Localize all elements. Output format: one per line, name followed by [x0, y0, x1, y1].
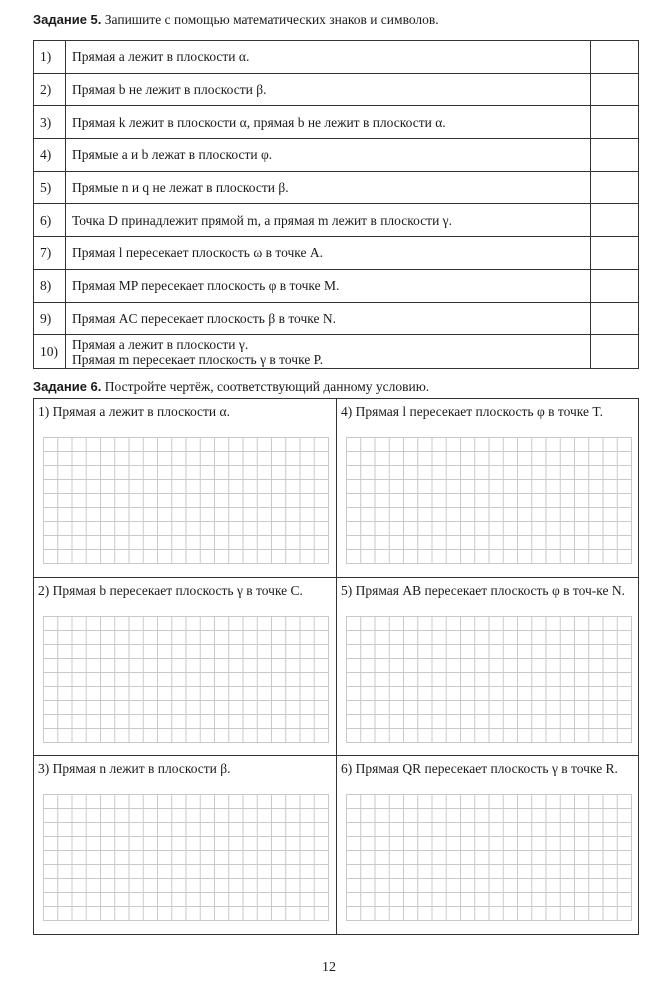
- drawing-cell-1: [34, 399, 336, 577]
- table-row: [34, 171, 639, 204]
- answer-cell[interactable]: [591, 139, 639, 172]
- task5-heading: [33, 12, 439, 28]
- answer-cell[interactable]: [591, 171, 639, 204]
- row-statement: Прямые n и q не лежат в плоскости β.: [66, 171, 591, 204]
- task6-drawing-table: [33, 398, 639, 935]
- drawing-cell-5: [336, 577, 638, 755]
- drawing-cell-text: 5) Прямая AB пересекает плоскость φ в точ-ке N.: [341, 583, 626, 598]
- table-row: [34, 73, 639, 106]
- table-row: [34, 204, 639, 237]
- row-number: 1): [34, 41, 66, 74]
- table-row: [34, 237, 639, 270]
- row-statement: Прямая MP пересекает плоскость φ в точке M.: [66, 269, 591, 302]
- answer-cell[interactable]: [591, 204, 639, 237]
- answer-cell[interactable]: [591, 106, 639, 139]
- table-row: [34, 41, 639, 74]
- drawing-cell-6: [336, 755, 638, 934]
- table-row: [34, 269, 639, 302]
- table-row: [34, 302, 639, 335]
- graph-grid[interactable]: [346, 616, 632, 743]
- row-number: 8): [34, 269, 66, 302]
- page-number: 12: [322, 960, 336, 975]
- graph-grid[interactable]: [43, 437, 329, 564]
- answer-cell[interactable]: [591, 302, 639, 335]
- row-number: 9): [34, 302, 66, 335]
- row-statement: [66, 335, 591, 369]
- drawing-cell-3: [34, 755, 336, 934]
- table-row: [34, 106, 639, 139]
- row-statement: Прямая k лежит в плоскости α, прямая b не лежит в плоскости α.: [66, 106, 591, 139]
- row-statement-line2: Прямая m пересекает плоскость γ в точке P.: [72, 351, 324, 367]
- drawing-cell-text: 3) Прямая n лежит в плоскости β.: [38, 761, 231, 776]
- row-statement: Прямая l пересекает плоскость ω в точке A.: [66, 237, 591, 270]
- row-statement: Прямая b не лежит в плоскости β.: [66, 73, 591, 106]
- graph-grid[interactable]: [43, 794, 329, 921]
- drawing-cell-2: [34, 577, 336, 755]
- table-row: [34, 335, 639, 369]
- task6-instruction: Постройте чертёж, соответствующий данному условию.: [104, 379, 430, 394]
- drawing-cell-4: [336, 399, 638, 577]
- row-number: 3): [34, 106, 66, 139]
- drawing-cell-text: 2) Прямая b пересекает плоскость γ в точке C.: [38, 583, 303, 598]
- task5-instruction: Запишите с помощью математических знаков и символов.: [104, 12, 439, 27]
- table-row: [34, 139, 639, 172]
- row-number: 6): [34, 204, 66, 237]
- task5-label: Задание 5.: [33, 12, 102, 27]
- row-number: 4): [34, 139, 66, 172]
- row-statement: Точка D принадлежит прямой m, а прямая m лежит в плоскости γ.: [66, 204, 591, 237]
- answer-cell[interactable]: [591, 237, 639, 270]
- row-number: 7): [34, 237, 66, 270]
- graph-grid[interactable]: [346, 794, 632, 921]
- task5-table: [33, 40, 639, 369]
- row-statement-line1: Прямая a лежит в плоскости γ.: [72, 336, 249, 352]
- answer-cell[interactable]: [591, 269, 639, 302]
- task6-heading: [33, 379, 429, 395]
- row-statement: Прямые a и b лежат в плоскости φ.: [66, 139, 591, 172]
- drawing-cell-text: 4) Прямая l пересекает плоскость φ в точке T.: [341, 404, 603, 419]
- task6-label: Задание 6.: [33, 379, 102, 394]
- answer-cell[interactable]: [591, 73, 639, 106]
- row-number: 10): [34, 335, 66, 369]
- drawing-cell-text: 6) Прямая QR пересекает плоскость γ в точке R.: [341, 761, 618, 776]
- answer-cell[interactable]: [591, 335, 639, 369]
- graph-grid[interactable]: [43, 616, 329, 743]
- row-number: 5): [34, 171, 66, 204]
- row-statement: Прямая AC пересекает плоскость β в точке N.: [66, 302, 591, 335]
- row-statement: Прямая a лежит в плоскости α.: [66, 41, 591, 74]
- row-number: 2): [34, 73, 66, 106]
- drawing-cell-text: 1) Прямая a лежит в плоскости α.: [38, 404, 230, 419]
- answer-cell[interactable]: [591, 41, 639, 74]
- graph-grid[interactable]: [346, 437, 632, 564]
